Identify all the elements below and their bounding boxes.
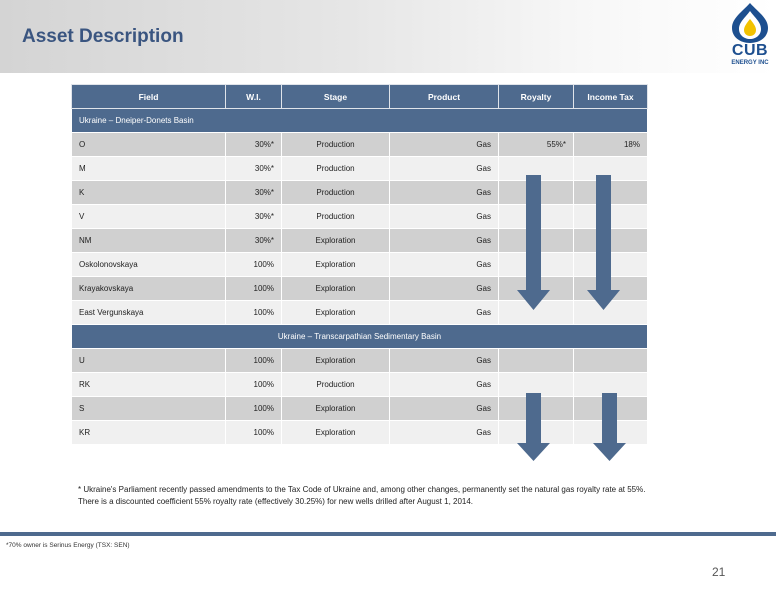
table-row <box>72 277 648 301</box>
cell-stage: Exploration <box>282 253 390 277</box>
cell-royalty <box>499 181 574 205</box>
section-row <box>72 109 648 133</box>
cell-product: Gas <box>390 229 499 253</box>
cell-royalty: 55%* <box>499 133 574 157</box>
table-row <box>72 229 648 253</box>
table-row <box>72 397 648 421</box>
cell-product: Gas <box>390 157 499 181</box>
cell-stage: Production <box>282 181 390 205</box>
divider-rule <box>0 532 776 536</box>
cell-wi: 30%* <box>226 181 282 205</box>
column-header-stage: Stage <box>282 85 390 109</box>
logo-wordmark: CUB <box>731 42 769 59</box>
cell-royalty <box>499 421 574 445</box>
cell-income-tax <box>574 157 648 181</box>
cell-wi: 30%* <box>226 133 282 157</box>
cell-stage: Exploration <box>282 421 390 445</box>
table-row <box>72 373 648 397</box>
cell-wi: 100% <box>226 253 282 277</box>
cell-royalty <box>499 157 574 181</box>
cell-income-tax <box>574 373 648 397</box>
cell-wi: 100% <box>226 301 282 325</box>
company-logo <box>724 0 776 72</box>
table-row <box>72 133 648 157</box>
cell-field: V <box>72 205 226 229</box>
table-row <box>72 349 648 373</box>
table-row <box>72 253 648 277</box>
column-header-royalty: Royalty <box>499 85 574 109</box>
cell-product: Gas <box>390 133 499 157</box>
cell-wi: 100% <box>226 373 282 397</box>
cell-income-tax <box>574 421 648 445</box>
table-footnote: * Ukraine's Parliament recently passed amendments to the Tax Code of Ukraine and, among other changes, permanently set the natural gas royalty rate at 55%. There is a discounted coefficient 55% royalty rate (effectively 30.25%) for new wells drilled after August 1, 2014. <box>78 485 646 506</box>
cell-stage: Exploration <box>282 349 390 373</box>
cell-field: U <box>72 349 226 373</box>
cell-product: Gas <box>390 373 499 397</box>
cell-royalty <box>499 205 574 229</box>
cell-income-tax <box>574 397 648 421</box>
flame-drop-icon <box>724 0 776 44</box>
cell-income-tax: 18% <box>574 133 648 157</box>
cell-stage: Exploration <box>282 301 390 325</box>
table-row <box>72 421 648 445</box>
column-header-income-tax: Income Tax <box>574 85 648 109</box>
page-number: 21 <box>712 565 726 579</box>
cell-product: Gas <box>390 349 499 373</box>
cell-wi: 30%* <box>226 157 282 181</box>
cell-product: Gas <box>390 301 499 325</box>
section-title: Ukraine – Transcarpathian Sedimentary Basin <box>72 325 648 349</box>
logo-subtitle: ENERGY INC <box>731 60 769 66</box>
section-row <box>72 325 648 349</box>
cell-income-tax <box>574 277 648 301</box>
table-row <box>72 157 648 181</box>
cell-stage: Exploration <box>282 397 390 421</box>
cell-wi: 100% <box>226 397 282 421</box>
cell-product: Gas <box>390 253 499 277</box>
cell-stage: Production <box>282 133 390 157</box>
cell-stage: Exploration <box>282 277 390 301</box>
cell-royalty <box>499 229 574 253</box>
cell-product: Gas <box>390 181 499 205</box>
cell-income-tax <box>574 181 648 205</box>
slide-title: Asset Description <box>22 26 184 47</box>
cell-royalty <box>499 253 574 277</box>
cell-wi: 30%* <box>226 205 282 229</box>
column-header-product: Product <box>390 85 499 109</box>
cell-stage: Exploration <box>282 229 390 253</box>
cell-field: S <box>72 397 226 421</box>
table-header-row <box>72 85 648 109</box>
cell-field: East Vergunskaya <box>72 301 226 325</box>
cell-royalty <box>499 277 574 301</box>
cell-wi: 100% <box>226 349 282 373</box>
cell-wi: 100% <box>226 277 282 301</box>
cell-field: NM <box>72 229 226 253</box>
cell-field: K <box>72 181 226 205</box>
column-header-field: Field <box>72 85 226 109</box>
cell-stage: Production <box>282 373 390 397</box>
cell-income-tax <box>574 253 648 277</box>
cell-wi: 100% <box>226 421 282 445</box>
cell-income-tax <box>574 349 648 373</box>
asset-table <box>71 84 648 445</box>
cell-field: RK <box>72 373 226 397</box>
cell-product: Gas <box>390 397 499 421</box>
cell-field: M <box>72 157 226 181</box>
cell-field: Oskolonovskaya <box>72 253 226 277</box>
ownership-note: *70% owner is Serinus Energy (TSX: SEN) <box>6 542 130 549</box>
cell-field: KR <box>72 421 226 445</box>
cell-royalty <box>499 397 574 421</box>
table-row <box>72 181 648 205</box>
cell-product: Gas <box>390 205 499 229</box>
cell-royalty <box>499 301 574 325</box>
cell-product: Gas <box>390 421 499 445</box>
table-row <box>72 205 648 229</box>
cell-wi: 30%* <box>226 229 282 253</box>
column-header-wi: W.I. <box>226 85 282 109</box>
cell-stage: Production <box>282 205 390 229</box>
cell-stage: Production <box>282 157 390 181</box>
cell-royalty <box>499 349 574 373</box>
cell-field: O <box>72 133 226 157</box>
cell-income-tax <box>574 205 648 229</box>
section-title: Ukraine – Dneiper-Donets Basin <box>72 109 648 133</box>
cell-income-tax <box>574 229 648 253</box>
cell-field: Krayakovskaya <box>72 277 226 301</box>
table-row <box>72 301 648 325</box>
cell-income-tax <box>574 301 648 325</box>
cell-royalty <box>499 373 574 397</box>
cell-product: Gas <box>390 277 499 301</box>
